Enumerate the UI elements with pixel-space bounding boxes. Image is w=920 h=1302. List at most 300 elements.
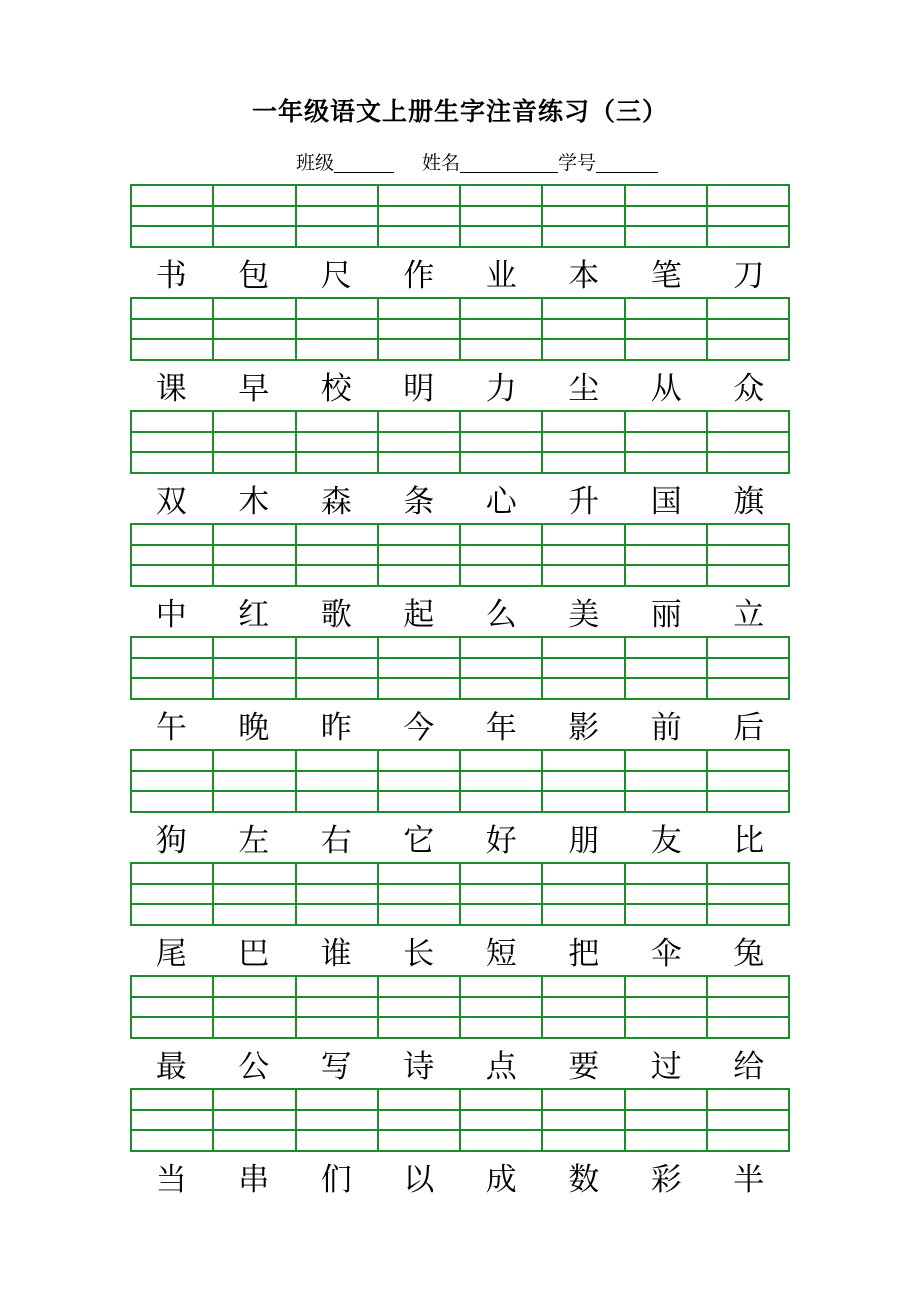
pinyin-line-band [626, 227, 706, 246]
pinyin-line-band [708, 977, 788, 998]
pinyin-line-band [297, 207, 377, 228]
pinyin-cell[interactable] [626, 751, 708, 811]
pinyin-cell[interactable] [132, 977, 214, 1037]
pinyin-cell[interactable] [132, 525, 214, 585]
practice-character: 右 [320, 822, 352, 859]
pinyin-cell[interactable] [214, 299, 296, 359]
pinyin-line-band [626, 525, 706, 546]
pinyin-line-band [132, 207, 212, 228]
pinyin-cell[interactable] [297, 751, 379, 811]
pinyin-line-band [708, 566, 788, 585]
practice-character: 条 [403, 483, 435, 520]
pinyin-line-band [708, 792, 788, 811]
pinyin-line-band [626, 186, 706, 207]
practice-character: 以 [403, 1161, 435, 1198]
pinyin-line-band [297, 299, 377, 320]
student-info-line [296, 146, 658, 176]
pinyin-line-band [214, 186, 294, 207]
pinyin-line-band [626, 299, 706, 320]
practice-character: 串 [238, 1161, 270, 1198]
pinyin-line-band [626, 905, 706, 924]
pinyin-line-band [461, 1131, 541, 1150]
pinyin-cell[interactable] [379, 751, 461, 811]
student-id-label: 学号 [558, 152, 597, 174]
practice-character: 最 [155, 1048, 187, 1085]
pinyin-line-band [214, 546, 294, 567]
pinyin-cell[interactable] [461, 638, 543, 698]
pinyin-line-band [297, 998, 377, 1019]
pinyin-line-band [297, 772, 377, 793]
pinyin-line-band [626, 679, 706, 698]
practice-character: 它 [403, 822, 435, 859]
pinyin-line-band [132, 340, 212, 359]
pinyin-line-band [297, 679, 377, 698]
pinyin-line-band [379, 186, 459, 207]
practice-rows [130, 184, 790, 1201]
pinyin-line-band [708, 772, 788, 793]
pinyin-line-band [708, 885, 788, 906]
pinyin-cell[interactable] [132, 412, 214, 472]
practice-character: 数 [568, 1161, 600, 1198]
practice-character: 中 [155, 596, 187, 633]
pinyin-line-band [461, 433, 541, 454]
practice-character: 作 [403, 257, 435, 294]
pinyin-cell[interactable] [708, 638, 788, 698]
pinyin-line-band [461, 885, 541, 906]
pinyin-cell[interactable] [297, 638, 379, 698]
pinyin-line-band [132, 885, 212, 906]
character-line [130, 587, 790, 638]
pinyin-line-band [626, 885, 706, 906]
pinyin-line-band [543, 751, 623, 772]
pinyin-line-band [461, 320, 541, 341]
pinyin-cell[interactable] [543, 299, 625, 359]
pinyin-line-band [297, 638, 377, 659]
practice-character: 友 [650, 822, 682, 859]
pinyin-line-band [708, 1090, 788, 1111]
practice-row [130, 297, 790, 410]
practice-character: 前 [650, 709, 682, 746]
pinyin-line-band [461, 659, 541, 680]
pinyin-cell[interactable] [379, 864, 461, 924]
practice-character: 狗 [155, 822, 187, 859]
pinyin-cell[interactable] [461, 525, 543, 585]
practice-character: 森 [320, 483, 352, 520]
pinyin-cell[interactable] [379, 412, 461, 472]
practice-character: 歌 [320, 596, 352, 633]
pinyin-line-band [461, 905, 541, 924]
pinyin-cell[interactable] [297, 525, 379, 585]
pinyin-line-band [379, 679, 459, 698]
pinyin-cell[interactable] [379, 525, 461, 585]
pinyin-line-band [543, 299, 623, 320]
pinyin-line-band [379, 977, 459, 998]
pinyin-cell[interactable] [297, 412, 379, 472]
pinyin-line-band [379, 546, 459, 567]
practice-character: 巴 [238, 935, 270, 972]
pinyin-line-band [543, 227, 623, 246]
pinyin-line-band [214, 207, 294, 228]
pinyin-cell[interactable] [543, 864, 625, 924]
pinyin-line-band [379, 659, 459, 680]
pinyin-line-band [132, 1111, 212, 1132]
pinyin-cell[interactable] [543, 977, 625, 1037]
pinyin-line-band [132, 977, 212, 998]
pinyin-line-band [132, 679, 212, 698]
practice-character: 谁 [320, 935, 352, 972]
pinyin-cell[interactable] [297, 299, 379, 359]
pinyin-line-band [708, 412, 788, 433]
practice-character: 力 [485, 370, 517, 407]
practice-character: 红 [238, 596, 270, 633]
pinyin-cell[interactable] [626, 977, 708, 1037]
pinyin-line-band [708, 679, 788, 698]
pinyin-cell[interactable] [132, 1090, 214, 1150]
pinyin-line-band [543, 453, 623, 472]
pinyin-line-band [461, 751, 541, 772]
pinyin-line-band [297, 227, 377, 246]
practice-character: 业 [485, 257, 517, 294]
pinyin-cell[interactable] [379, 186, 461, 246]
pinyin-line-band [297, 1018, 377, 1037]
practice-character: 刀 [733, 257, 765, 294]
pinyin-line-band [708, 546, 788, 567]
pinyin-line-band [543, 186, 623, 207]
name-blank[interactable] [460, 150, 558, 173]
pinyin-line-band [461, 412, 541, 433]
practice-character: 起 [403, 596, 435, 633]
pinyin-cell[interactable] [626, 412, 708, 472]
pinyin-line-band [708, 905, 788, 924]
pinyin-line-band [214, 566, 294, 585]
pinyin-cell[interactable] [708, 1090, 788, 1150]
pinyin-line-band [379, 638, 459, 659]
pinyin-line-band [708, 340, 788, 359]
pinyin-cell[interactable] [626, 299, 708, 359]
pinyin-cell[interactable] [708, 299, 788, 359]
pinyin-cell[interactable] [708, 751, 788, 811]
pinyin-line-band [214, 977, 294, 998]
pinyin-line-band [214, 1111, 294, 1132]
pinyin-line-band [214, 1090, 294, 1111]
pinyin-cell[interactable] [708, 525, 788, 585]
pinyin-cell[interactable] [708, 864, 788, 924]
practice-character: 好 [485, 822, 517, 859]
pinyin-line-band [379, 772, 459, 793]
pinyin-writing-grid [130, 523, 790, 587]
practice-character: 午 [155, 709, 187, 746]
pinyin-cell[interactable] [379, 299, 461, 359]
pinyin-line-band [297, 864, 377, 885]
pinyin-line-band [708, 1131, 788, 1150]
pinyin-line-band [214, 998, 294, 1019]
practice-character: 丽 [650, 596, 682, 633]
pinyin-line-band [379, 885, 459, 906]
practice-character: 课 [155, 370, 187, 407]
pinyin-line-band [214, 659, 294, 680]
pinyin-line-band [626, 320, 706, 341]
pinyin-line-band [626, 433, 706, 454]
pinyin-line-band [543, 1131, 623, 1150]
pinyin-line-band [214, 638, 294, 659]
class-blank[interactable] [334, 150, 394, 173]
practice-character: 诗 [403, 1048, 435, 1085]
practice-character: 心 [485, 483, 517, 520]
pinyin-line-band [214, 412, 294, 433]
pinyin-line-band [708, 453, 788, 472]
pinyin-line-band [461, 525, 541, 546]
practice-character: 早 [238, 370, 270, 407]
pinyin-cell[interactable] [214, 1090, 296, 1150]
pinyin-line-band [461, 772, 541, 793]
practice-character: 兔 [733, 935, 765, 972]
pinyin-line-band [543, 1018, 623, 1037]
pinyin-writing-grid [130, 636, 790, 700]
practice-character: 当 [155, 1161, 187, 1198]
practice-character: 从 [650, 370, 682, 407]
pinyin-line-band [297, 885, 377, 906]
practice-row [130, 749, 790, 862]
practice-row [130, 862, 790, 975]
practice-character: 笔 [650, 257, 682, 294]
pinyin-cell[interactable] [132, 751, 214, 811]
pinyin-line-band [626, 412, 706, 433]
pinyin-line-band [708, 299, 788, 320]
pinyin-line-band [214, 792, 294, 811]
pinyin-cell[interactable] [297, 977, 379, 1037]
practice-character: 升 [568, 483, 600, 520]
pinyin-line-band [132, 320, 212, 341]
pinyin-cell[interactable] [543, 1090, 625, 1150]
pinyin-line-band [379, 1111, 459, 1132]
character-line [130, 700, 790, 751]
pinyin-line-band [214, 772, 294, 793]
pinyin-line-band [379, 751, 459, 772]
pinyin-line-band [461, 186, 541, 207]
pinyin-cell[interactable] [132, 299, 214, 359]
pinyin-writing-grid [130, 410, 790, 474]
pinyin-cell[interactable] [297, 1090, 379, 1150]
pinyin-cell[interactable] [214, 525, 296, 585]
pinyin-line-band [379, 320, 459, 341]
practice-row [130, 410, 790, 523]
pinyin-line-band [543, 679, 623, 698]
pinyin-line-band [379, 299, 459, 320]
pinyin-line-band [297, 412, 377, 433]
pinyin-cell[interactable] [461, 186, 543, 246]
pinyin-line-band [379, 340, 459, 359]
pinyin-line-band [297, 1131, 377, 1150]
pinyin-line-band [132, 412, 212, 433]
pinyin-cell[interactable] [297, 864, 379, 924]
pinyin-line-band [132, 864, 212, 885]
pinyin-cell[interactable] [461, 864, 543, 924]
practice-row [130, 184, 790, 297]
pinyin-line-band [543, 792, 623, 811]
practice-character: 点 [485, 1048, 517, 1085]
pinyin-line-band [132, 638, 212, 659]
practice-character: 公 [238, 1048, 270, 1085]
pinyin-line-band [297, 977, 377, 998]
pinyin-line-band [543, 1111, 623, 1132]
pinyin-line-band [626, 638, 706, 659]
pinyin-line-band [626, 659, 706, 680]
pinyin-cell[interactable] [214, 186, 296, 246]
pinyin-line-band [543, 998, 623, 1019]
pinyin-cell[interactable] [461, 1090, 543, 1150]
pinyin-line-band [297, 905, 377, 924]
pinyin-line-band [132, 227, 212, 246]
pinyin-line-band [708, 207, 788, 228]
pinyin-line-band [626, 1090, 706, 1111]
practice-character: 国 [650, 483, 682, 520]
pinyin-cell[interactable] [214, 412, 296, 472]
pinyin-line-band [297, 1090, 377, 1111]
pinyin-cell[interactable] [626, 864, 708, 924]
pinyin-line-band [626, 1131, 706, 1150]
pinyin-line-band [379, 792, 459, 811]
practice-character: 短 [485, 935, 517, 972]
page-title: 一年级语文上册生字注音练习（三） [251, 97, 668, 126]
practice-character: 众 [733, 370, 765, 407]
practice-row [130, 1088, 790, 1201]
pinyin-cell[interactable] [379, 977, 461, 1037]
pinyin-cell[interactable] [379, 638, 461, 698]
pinyin-line-band [461, 1018, 541, 1037]
pinyin-line-band [543, 320, 623, 341]
pinyin-line-band [132, 792, 212, 811]
practice-character: 么 [485, 596, 517, 633]
pinyin-line-band [461, 299, 541, 320]
pinyin-cell[interactable] [543, 638, 625, 698]
pinyin-line-band [461, 207, 541, 228]
pinyin-line-band [461, 453, 541, 472]
pinyin-line-band [379, 566, 459, 585]
pinyin-line-band [379, 998, 459, 1019]
pinyin-cell[interactable] [626, 1090, 708, 1150]
pinyin-line-band [132, 905, 212, 924]
pinyin-line-band [297, 340, 377, 359]
pinyin-line-band [708, 227, 788, 246]
pinyin-cell[interactable] [461, 299, 543, 359]
pinyin-line-band [132, 1131, 212, 1150]
pinyin-writing-grid [130, 862, 790, 926]
practice-character: 把 [568, 935, 600, 972]
pinyin-line-band [461, 546, 541, 567]
practice-character: 晚 [238, 709, 270, 746]
pinyin-cell[interactable] [379, 1090, 461, 1150]
pinyin-cell[interactable] [626, 186, 708, 246]
pinyin-line-band [214, 525, 294, 546]
practice-character: 双 [155, 483, 187, 520]
pinyin-line-band [626, 566, 706, 585]
pinyin-line-band [132, 299, 212, 320]
pinyin-line-band [214, 864, 294, 885]
practice-character: 们 [320, 1161, 352, 1198]
pinyin-cell[interactable] [708, 186, 788, 246]
practice-character: 过 [650, 1048, 682, 1085]
practice-row [130, 636, 790, 749]
pinyin-cell[interactable] [132, 864, 214, 924]
pinyin-line-band [297, 546, 377, 567]
pinyin-cell[interactable] [214, 864, 296, 924]
pinyin-line-band [708, 433, 788, 454]
pinyin-line-band [297, 320, 377, 341]
pinyin-cell[interactable] [543, 751, 625, 811]
pinyin-cell[interactable] [214, 977, 296, 1037]
pinyin-cell[interactable] [708, 412, 788, 472]
practice-character: 伞 [650, 935, 682, 972]
practice-character: 旗 [733, 483, 765, 520]
pinyin-line-band [379, 227, 459, 246]
pinyin-line-band [379, 207, 459, 228]
pinyin-line-band [543, 772, 623, 793]
pinyin-line-band [708, 998, 788, 1019]
pinyin-line-band [214, 905, 294, 924]
student-id-blank[interactable] [596, 150, 658, 173]
pinyin-line-band [379, 1018, 459, 1037]
pinyin-cell[interactable] [626, 638, 708, 698]
pinyin-cell[interactable] [708, 977, 788, 1037]
pinyin-cell[interactable] [297, 186, 379, 246]
pinyin-line-band [461, 864, 541, 885]
pinyin-cell[interactable] [543, 412, 625, 472]
pinyin-line-band [626, 772, 706, 793]
pinyin-cell[interactable] [461, 412, 543, 472]
pinyin-line-band [379, 864, 459, 885]
pinyin-cell[interactable] [132, 186, 214, 246]
pinyin-line-band [626, 864, 706, 885]
pinyin-line-band [543, 412, 623, 433]
pinyin-cell[interactable] [132, 638, 214, 698]
pinyin-line-band [132, 772, 212, 793]
pinyin-line-band [708, 525, 788, 546]
pinyin-line-band [626, 1018, 706, 1037]
practice-character: 包 [238, 257, 270, 294]
pinyin-line-band [214, 453, 294, 472]
pinyin-line-band [379, 453, 459, 472]
character-line [130, 1039, 790, 1090]
pinyin-line-band [461, 638, 541, 659]
pinyin-line-band [214, 340, 294, 359]
pinyin-line-band [626, 546, 706, 567]
pinyin-line-band [379, 412, 459, 433]
pinyin-cell[interactable] [461, 977, 543, 1037]
pinyin-line-band [708, 1111, 788, 1132]
pinyin-line-band [626, 1111, 706, 1132]
pinyin-line-band [379, 905, 459, 924]
pinyin-cell[interactable] [626, 525, 708, 585]
pinyin-line-band [132, 1018, 212, 1037]
practice-character: 朋 [568, 822, 600, 859]
pinyin-line-band [214, 227, 294, 246]
practice-row [130, 975, 790, 1088]
pinyin-cell[interactable] [461, 751, 543, 811]
pinyin-line-band [708, 320, 788, 341]
pinyin-cell[interactable] [543, 525, 625, 585]
pinyin-cell[interactable] [214, 638, 296, 698]
pinyin-cell[interactable] [214, 751, 296, 811]
practice-character: 半 [733, 1161, 765, 1198]
pinyin-line-band [461, 1090, 541, 1111]
pinyin-cell[interactable] [543, 186, 625, 246]
practice-character: 影 [568, 709, 600, 746]
pinyin-line-band [214, 299, 294, 320]
pinyin-line-band [543, 905, 623, 924]
pinyin-writing-grid [130, 975, 790, 1039]
character-line [130, 474, 790, 525]
pinyin-line-band [214, 885, 294, 906]
